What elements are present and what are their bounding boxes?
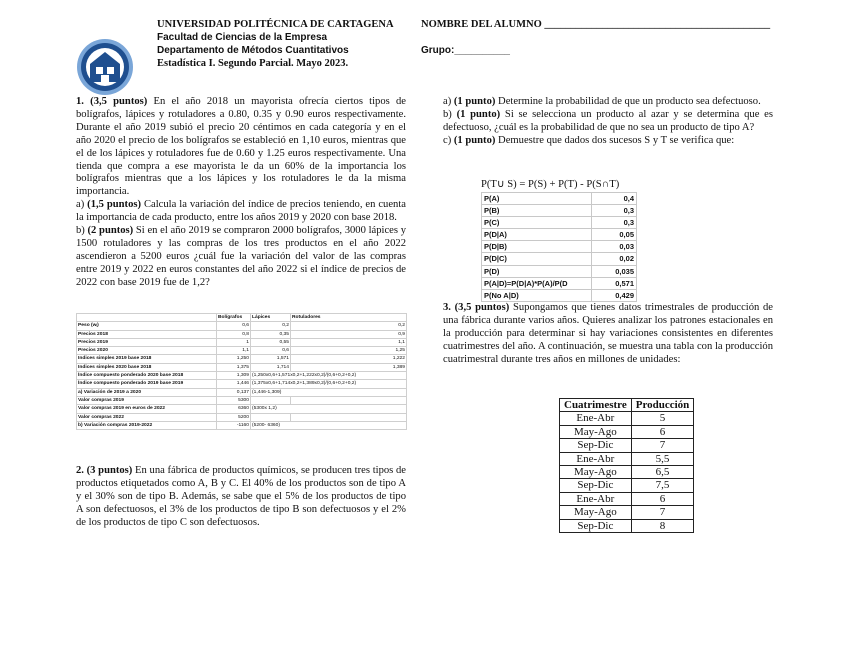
sheet-cell: 1,1: [291, 338, 407, 346]
period-cell: May-Ago: [560, 466, 632, 479]
sheet-cell: 1,309: [217, 372, 251, 380]
probability-value: 0,3: [592, 217, 637, 229]
probability-row: [482, 265, 637, 277]
q2a-prefix: a): [443, 96, 454, 107]
sheet-row: [77, 413, 407, 421]
q1a-prefix: a): [76, 199, 88, 211]
sheet-cell: 5300: [217, 396, 251, 404]
sheet-cell: 1: [217, 338, 251, 346]
question-2: [76, 465, 406, 530]
sheet-cell: 0,2: [291, 322, 407, 330]
probability-label: P(B): [482, 205, 592, 217]
sheet-cell: [251, 396, 291, 404]
sheet-cell: (5200- 6360): [251, 421, 407, 429]
period-cell: Sep-Dic: [560, 439, 632, 452]
probability-value: 0,02: [592, 253, 637, 265]
probability-table: [481, 192, 637, 302]
probability-label: P(A): [482, 193, 592, 205]
question-3: [443, 302, 773, 367]
sheet-row: [77, 355, 407, 363]
probability-value: 0,05: [592, 229, 637, 241]
sheet-cell: Indices simples 2019 base 2018: [77, 355, 217, 363]
q2c-prefix: c): [443, 134, 454, 146]
production-cell: 8: [631, 519, 694, 532]
sheet-row: [77, 405, 407, 413]
q3-statement: Supongamos que tienes datos trimestrales de producción de una fábrica durante varios años. Quieres analizar los patrones estacionales en la producción para determinar si hay variaciones consistentes en diferentes cuatrimestres del año. A continuación, se muestra una tabla con la producción cuatrimestral durante tres años en millones de unidades:: [443, 302, 773, 365]
production-row: [560, 519, 694, 532]
sheet-cell: Precios 2018: [77, 330, 217, 338]
sheet-cell: 1,571: [251, 355, 291, 363]
sheet-cell: 1,446: [217, 380, 251, 388]
sheet-row: [77, 396, 407, 404]
sheet-row: [77, 363, 407, 371]
sheet-cell: Indices simples 2020 base 2018: [77, 363, 217, 371]
sheet-cell: 1,714: [251, 363, 291, 371]
sheet-cell: 5200: [217, 413, 251, 421]
production-cell: 7,5: [631, 479, 694, 492]
q3-number: 3. (3,5 puntos): [443, 302, 510, 313]
probability-value: 0,571: [592, 277, 637, 289]
sheet-cell: 0,35: [251, 330, 291, 338]
probability-row: [482, 241, 637, 253]
sheet-row: [77, 322, 407, 330]
sheet-cell: 0,2: [251, 322, 291, 330]
sheet-cell: (1,446-1,309): [251, 388, 407, 396]
probability-label: P(D|B): [482, 241, 592, 253]
sheet-row: [77, 388, 407, 396]
period-cell: Ene-Abr: [560, 492, 632, 505]
sheet-row: [77, 347, 407, 355]
production-cell: 6,5: [631, 466, 694, 479]
q2c-text: Demuestre que dados dos sucesos S y T se verifica que:: [495, 134, 735, 146]
production-row: [560, 439, 694, 452]
col-header-period: Cuatrimestre: [560, 399, 632, 412]
university-logo: [76, 38, 134, 96]
faculty-name: Facultad de Ciencias de la Empresa: [157, 32, 328, 43]
q2c-points: (1 punto): [453, 134, 496, 146]
q1-statement: En el año 2018 un mayorista ofrecía ciertos tipos de bolígrafos, lápices y rotuladores a 0.80, 0.35 y 0.90 euros respectivamente. Durante el año 2019 subió el precio 20 céntimos en cada categoría y en el año 2020 el precio de los bolígrafos se estableció en 1,10 euros, mientras que el de los lápices y rotuladores fue de 0.60 y 1.25 euros respectivamente. Una tienda que compra a ese mayorista le da un 60% de la importancia los bolígrafos mientras que a los lápices y los rotuladores le da la misma importancia.: [76, 96, 406, 198]
production-row: [560, 479, 694, 492]
q1a-text: Calcula la variación del índice de precios teniendo, en cuenta la importancia de cada producto, entre los años 2019 y 2020 con base 2018.: [76, 199, 406, 224]
sheet-cell: Índice compuesto ponderado 2019 base 2019: [77, 380, 217, 388]
question-2-parts: [443, 96, 773, 148]
sheet-row: [77, 421, 407, 429]
sheet-cell: Peso (wᵢ): [77, 322, 217, 330]
period-cell: May-Ago: [560, 425, 632, 438]
sheet-row: [77, 372, 407, 380]
production-cell: 6: [631, 425, 694, 438]
production-row: [560, 452, 694, 465]
period-cell: Sep-Dic: [560, 479, 632, 492]
probability-value: 0,3: [592, 205, 637, 217]
production-row: [560, 506, 694, 519]
sheet-header-cell: [77, 314, 217, 322]
q1b-prefix: b): [76, 225, 88, 237]
sheet-cell: b) Variación compras 2019-2022: [77, 421, 217, 429]
q1b-points: (2 puntos): [87, 225, 134, 237]
sheet-cell: 0,55: [251, 338, 291, 346]
sheet-cell: a) Variación de 2019 a 2020: [77, 388, 217, 396]
probability-row: [482, 193, 637, 205]
production-row: [560, 425, 694, 438]
production-row: [560, 466, 694, 479]
production-row: [560, 492, 694, 505]
q2a-text: Determine la probabilidad de que un producto sea defectuoso.: [495, 96, 761, 107]
sheet-header-cell: Lápices: [251, 314, 291, 322]
period-cell: Ene-Abr: [560, 412, 632, 425]
sheet-cell: [291, 396, 407, 404]
q2b-points: (1 punto): [456, 108, 501, 120]
q2b-prefix: b): [443, 108, 457, 120]
sheet-cell: Índice compuesto ponderado 2020 base 2018: [77, 372, 217, 380]
sheet-cell: (5300x 1,2): [251, 405, 407, 413]
col-header-production: Producción: [631, 399, 694, 412]
sheet-cell: 0,137: [217, 388, 251, 396]
sheet-cell: 1,250: [217, 355, 251, 363]
probability-label: P(D|C): [482, 253, 592, 265]
sheet-cell: (1,375x0,6+1,714x0,2+1,389x0,2)/(0,6+0,2+0,2): [251, 380, 407, 388]
production-cell: 5,5: [631, 452, 694, 465]
probability-label: P(No A|D): [482, 289, 592, 301]
period-cell: May-Ago: [560, 506, 632, 519]
probability-value: 0,03: [592, 241, 637, 253]
solution-spreadsheet: [76, 313, 406, 430]
sheet-cell: 0,6: [217, 322, 251, 330]
period-cell: Ene-Abr: [560, 452, 632, 465]
probability-value: 0,4: [592, 193, 637, 205]
sheet-row: [77, 338, 407, 346]
sheet-cell: 1,375: [217, 363, 251, 371]
probability-row: [482, 277, 637, 289]
sheet-cell: 6360: [217, 405, 251, 413]
department-name: Departamento de Métodos Cuantitativos: [157, 45, 349, 56]
sheet-cell: 1,1: [217, 347, 251, 355]
sheet-cell: Precios 2019: [77, 338, 217, 346]
student-name-field: NOMBRE DEL ALUMNO ___________________________________________: [421, 19, 771, 30]
q1b-text: Si en el año 2019 se compraron 2000 bolígrafos, 3000 lápices y 1500 rotuladores y las compras de los tres productos en el año 2022 ascendieron a 5200 euros ¿cuál fue la variación del valor de las compras entre 2019 y 2022 en euros constantes del año 2022 si el índice de precios de 2022 con base 2019 fue de 1,2?: [76, 225, 406, 288]
sheet-cell: 0,9: [291, 330, 407, 338]
probability-label: P(A|D)=P(D|A)*P(A)/P(D: [482, 277, 592, 289]
probability-label: P(D|A): [482, 229, 592, 241]
sheet-cell: Valor compras 2022: [77, 413, 217, 421]
sheet-cell: [291, 413, 407, 421]
probability-label: P(C): [482, 217, 592, 229]
period-cell: Sep-Dic: [560, 519, 632, 532]
production-cell: 7: [631, 439, 694, 452]
question-1: [76, 96, 406, 290]
sheet-cell: Valor compras 2019: [77, 396, 217, 404]
sheet-cell: 1,25: [291, 347, 407, 355]
q1a-points: (1,5 puntos): [87, 199, 142, 211]
university-name: UNIVERSIDAD POLITÉCNICA DE CARTAGENA: [157, 19, 394, 30]
probability-row: [482, 253, 637, 265]
q1-number: 1. (3,5 puntos): [76, 96, 148, 107]
sheet-cell: (1,250x0,6+1,571x0,2+1,222x0,2)/(0,6+0,2+0,2): [251, 372, 407, 380]
sheet-cell: 0,6: [251, 347, 291, 355]
union-formula: P(T∪ S) = P(S) + P(T) - P(S∩T): [481, 179, 620, 190]
q2a-points: (1 punto): [453, 96, 496, 107]
sheet-cell: Valor compras 2019 en euros de 2022: [77, 405, 217, 413]
exam-title: Estadística I. Segundo Parcial. Mayo 2023.: [157, 58, 349, 69]
probability-label: P(D): [482, 265, 592, 277]
production-cell: 6: [631, 492, 694, 505]
production-cell: 5: [631, 412, 694, 425]
probability-row: [482, 229, 637, 241]
sheet-header-cell: Bolígrafos: [217, 314, 251, 322]
production-table: [559, 398, 694, 533]
sheet-cell: Precios 2020: [77, 347, 217, 355]
production-cell: 7: [631, 506, 694, 519]
probability-value: 0,429: [592, 289, 637, 301]
q2-statement: En una fábrica de productos químicos, se producen tres tipos de productos etiquetados como A, B y C. El 40% de los productos son de tipo A y el 30% son de tipo B. Además, se sabe que el 5% de los productos de tipo A son defectuosos, el 3% de los productos de tipo B son defectuosos y el 2% de los productos de tipo C son defectuosos.: [76, 465, 406, 528]
sheet-row: [77, 330, 407, 338]
probability-row: [482, 289, 637, 301]
production-row: [560, 412, 694, 425]
sheet-header-row: [77, 314, 407, 322]
group-field: Grupo:__________: [421, 45, 510, 56]
q2b-text: Si se selecciona un producto al azar y se determina que es defectuoso, ¿cuál es la probabilidad de que no sea un producto de tipo A?: [443, 108, 773, 133]
probability-row: [482, 217, 637, 229]
sheet-cell: 1,389: [291, 363, 407, 371]
sheet-cell: -1160: [217, 421, 251, 429]
sheet-cell: 0,8: [217, 330, 251, 338]
probability-row: [482, 205, 637, 217]
sheet-cell: [251, 413, 291, 421]
q2-number: 2. (3 puntos): [76, 465, 133, 476]
sheet-header-cell: Rotuladores: [291, 314, 407, 322]
probability-value: 0,035: [592, 265, 637, 277]
sheet-row: [77, 380, 407, 388]
sheet-cell: 1,222: [291, 355, 407, 363]
